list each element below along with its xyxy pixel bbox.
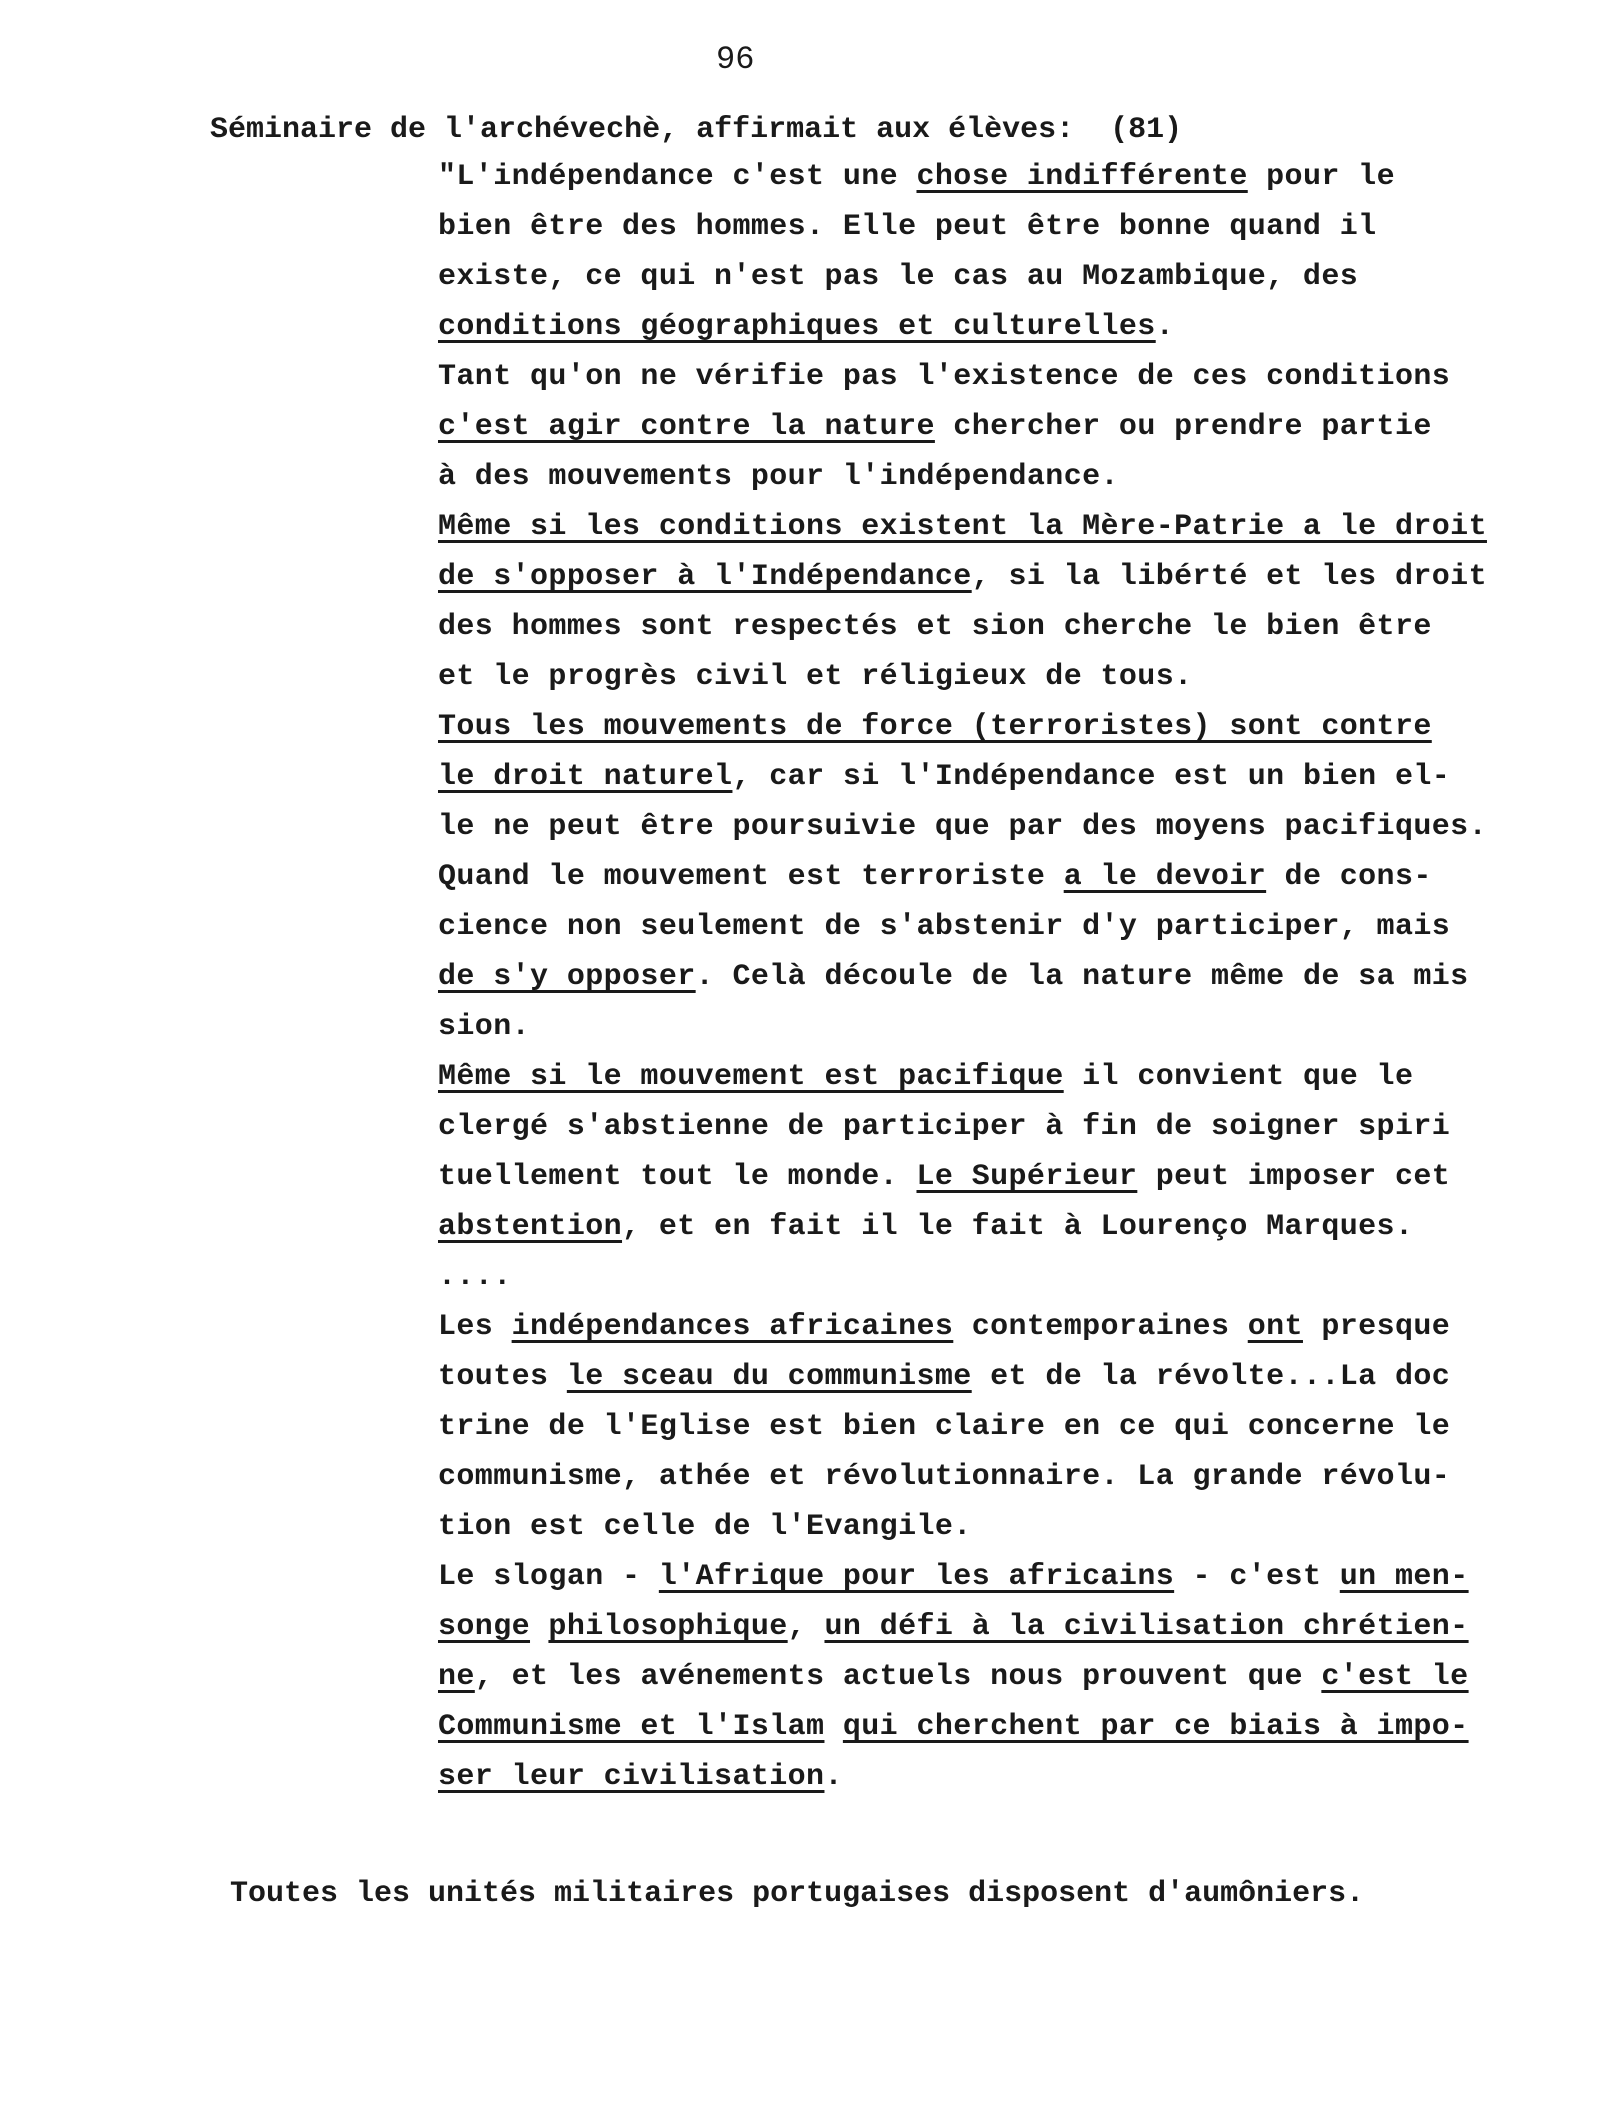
text-segment: - c'est [1174,1560,1340,1594]
quote-line [438,1252,1598,1302]
quoted-passage [438,152,1598,1802]
underlined-text: l'Afrique pour les africains [658,1560,1175,1594]
text-segment: pour le [1247,160,1395,194]
quote-line [438,1202,1598,1252]
text-segment: bien être des hommes. Elle peut être bonne quand il [438,210,1377,244]
text-segment: trine de l'Eglise est bien claire en ce qui concerne le [438,1410,1451,1444]
quote-line [438,1652,1598,1702]
underlined-text: a le devoir [1063,860,1267,894]
quote-line [438,752,1598,802]
quote-line [438,852,1598,902]
quote-line [438,1702,1598,1752]
underlined-text: le droit naturel [438,760,733,794]
text-segment: Le slogan - [438,1560,659,1594]
quote-line [438,1352,1598,1402]
text-segment: , [787,1610,825,1644]
underlined-text: philosophique [548,1610,788,1644]
text-segment [530,1610,548,1644]
quote-line [438,952,1598,1002]
text-segment: Les [438,1310,512,1344]
underlined-text: c'est le [1321,1660,1469,1694]
quote-line [438,202,1598,252]
text-segment: contemporaines [953,1310,1248,1344]
quote-line [438,402,1598,452]
quote-line [438,352,1598,402]
underlined-text: abstention [438,1210,623,1244]
page-number: 96 [716,41,755,78]
footer-sentence: Toutes les unités militaires portugaises disposent d'aumôniers. [230,1877,1365,1911]
text-segment: existe, ce qui n'est pas le cas au Mozambique, des [438,260,1359,294]
underlined-text: ont [1247,1310,1303,1344]
text-segment: le ne peut être poursuivie que par des moyens pacifiques. [438,810,1487,844]
text-segment: tuellement tout le monde. [438,1160,917,1194]
text-segment: cience non seulement de s'abstenir d'y participer, mais [438,910,1451,944]
underlined-text: ne [438,1660,475,1694]
text-segment: tion est celle de l'Evangile. [438,1510,972,1544]
text-segment: et le progrès civil et réligieux de tous. [438,660,1193,694]
quote-line [438,1452,1598,1502]
text-segment: . [1155,310,1175,344]
quote-line [438,1052,1598,1102]
text-segment: de cons- [1266,860,1432,894]
text-segment: peut imposer cet [1137,1160,1451,1194]
underlined-text: de s'y opposer [438,960,696,994]
quote-line [438,1302,1598,1352]
text-segment: il convient que le [1063,1060,1414,1094]
underlined-text: Tous les mouvements de force (terroristes) sont contre [438,710,1432,744]
text-segment: et de la révolte...La doc [971,1360,1451,1394]
text-segment: . Celà découle de la nature même de sa mis [695,960,1469,994]
quote-line [438,1402,1598,1452]
text-segment: . [824,1760,843,1794]
quote-line [438,1502,1598,1552]
quote-line [438,702,1598,752]
underlined-text: c'est agir contre la nature [438,410,935,444]
text-segment: "L'indépendance c'est une [438,160,917,194]
quote-line [438,1102,1598,1152]
underlined-text: indépendances africaines [511,1310,954,1344]
text-segment: sion. [438,1010,531,1044]
text-segment: chercher ou prendre partie [934,410,1432,444]
underlined-text: conditions géographiques et culturelles [438,310,1156,344]
underlined-text: chose indifférente [916,160,1248,194]
underlined-text: qui cherchent par ce biais à impo- [842,1710,1469,1744]
quote-line [438,502,1598,552]
text-segment: toutes [438,1360,567,1394]
quote-line [438,1552,1598,1602]
underlined-text: Même si le mouvement est pacifique [438,1060,1064,1094]
underlined-text: Le Supérieur [916,1160,1138,1194]
text-segment: à des mouvements pour l'indépendance. [438,460,1119,494]
quote-line [438,252,1598,302]
underlined-text: un défi à la civilisation chrétien- [824,1610,1469,1644]
underlined-text: Communisme et l'Islam [438,1710,825,1744]
intro-line: Séminaire de l'archévechè, affirmait aux élèves: (81) [210,113,1183,147]
text-segment: presque [1302,1310,1451,1344]
text-segment: communisme, athée et révolutionnaire. La grande révolu- [438,1460,1451,1494]
quote-line [438,1752,1598,1802]
text-segment: des hommes sont respectés et sion cherche le bien être [438,610,1432,644]
underlined-text: Même si les conditions existent la Mère-Patrie a le droit [438,510,1487,544]
text-segment: , et en fait il le fait à Lourenço Marques. [622,1210,1414,1244]
text-segment: , et les avénements actuels nous prouvent que [474,1660,1322,1694]
text-segment: , car si l'Indépendance est un bien el- [732,760,1451,794]
quote-line [438,1152,1598,1202]
text-segment: clergé s'abstienne de participer à fin de soigner spiri [438,1110,1451,1144]
quote-line [438,1602,1598,1652]
quote-line [438,1002,1598,1052]
underlined-text: de s'opposer à l'Indépendance [438,560,972,594]
text-segment: .... [438,1260,512,1294]
underlined-text: songe [438,1610,531,1644]
quote-line [438,602,1598,652]
quote-line [438,152,1598,202]
quote-line [438,452,1598,502]
quote-line [438,652,1598,702]
quote-line [438,302,1598,352]
text-segment: Quand le mouvement est terroriste [438,860,1064,894]
underlined-text: un men- [1339,1560,1469,1594]
text-segment [824,1710,842,1744]
underlined-text: le sceau du communisme [566,1360,972,1394]
quote-line [438,902,1598,952]
text-segment: Tant qu'on ne vérifie pas l'existence de ces conditions [438,360,1451,394]
underlined-text: ser leur civilisation [438,1760,825,1794]
quote-line [438,552,1598,602]
text-segment: , si la libérté et les droit [971,560,1487,594]
quote-line [438,802,1598,852]
